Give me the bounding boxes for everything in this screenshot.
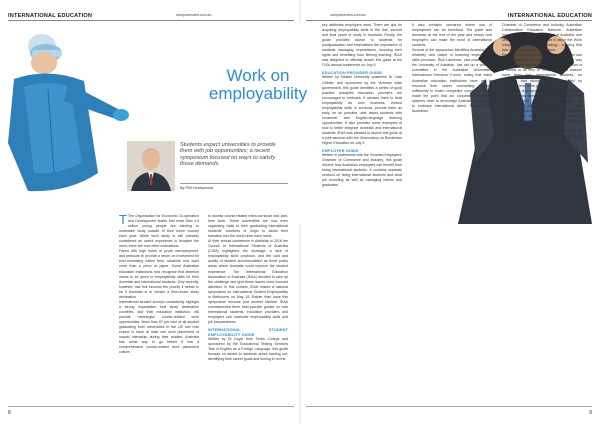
body-paragraph: Several of the symposium identified Australia as a relatively new player in fostering employability skills provision. Rick Lawrence, vice-chancellor of the University of Adelaide, has set up a working committee in the Australian Universities International Directors' Forum, noting that many Australian education institutions have yet to resource their career counselling services sufficiently to match competitor countries. Others made the point that our corporate recruitment systems need to encourage Australian employers to embrace international talent. Recently, the Australian	[412, 48, 492, 113]
page-number-left: 8	[8, 410, 11, 416]
body-paragraph: At their annual conference in Adelaide in 2016 the Council of International Students of Australia (CISA) highlighted the shortage: a lack of employability skills provision, and the cost and quality of student accommodation as three policy areas where Australia could improve the student experience. The International Education Association of Australia (IEAA) decided to take up the challenge and give these issues more focused attention. In this context, IEAA hosted a national symposium on International Student Employability in Melbourne on May 15. Rather than have this symposium become just another talkfest, IEAA commissioned three best-practice guides on how international students, education providers and employers can maximise employability skills and job preparedness.	[208, 239, 288, 324]
body-column-3	[322, 23, 402, 401]
body-paragraph: to access course-related extra-curricular and part-time work. These universities are now even organising visits to their graduating international students' countries of origin to assist their transition into the world once back home.	[208, 214, 288, 239]
headline-line-2: employability	[208, 84, 308, 103]
article-headline	[183, 67, 333, 103]
body-paragraph: Chamber of Commerce and Industry, Australian Collaborative Education Network, Australian Industry Group, Business Council of Australia, and Universities Australia combined to issue the Work Integrated Learning (WIL) strategy - a policy that was applauded at the Symposium.	[502, 23, 582, 53]
body-paragraph	[119, 214, 199, 249]
body-paragraph: key attributes employers want. There are tips for acquiring employability skills in the first, second and final years of study in Australia. Finally, the guide provides advice to students for postgraduation and emphasises the importance of students managing expectations, knowing their rights and benefiting from lifelong learning. IEAA was delighted to officially launch this guide at the CISA annual conference on July 5.	[322, 23, 402, 68]
article-byline: By Phil Honeywood	[180, 186, 213, 190]
body-column-2	[208, 214, 288, 400]
body-column-4	[412, 23, 492, 401]
footer-rule-left	[8, 406, 294, 407]
drop-cap: T	[119, 214, 127, 227]
body-paragraph: Employers and others who want to expand the use of both practice and theory in a sustainable way recognise the fact that collaborating on this front is a means to an end. In many cases the lessons have been lost. International students, an exception that should not be excluded by employers from work placements.	[502, 53, 582, 88]
body-paragraph: Written in partnership with the Victorian Employers' Chamber of Commerce and Industry, this guide informs how Australian employers can benefit from hiring international students. It contains separate sections on hiring international students and what job recruiting as well as managing interns and graduates.	[322, 153, 402, 188]
author-bio: PHIL HONEYWOOD is executive director of the International Education Association of Australia (IEAA).	[502, 128, 582, 144]
header-rule-left	[8, 20, 294, 21]
header-url-left: campusreview.com.au	[176, 13, 212, 17]
byline-rule	[180, 183, 288, 184]
article-standfirst: Students expect universities to provide them with job opportunities; a recent symposium focused on ways to satisfy those demands.	[180, 142, 276, 168]
body-column-1	[119, 214, 199, 400]
subhead-employer: EMPLOYER GUIDE	[322, 148, 359, 154]
body-paragraph: Written by Deakin University academic Dr Cate Gribble, and sponsored by the Victorian state government, this guide identifies a series of good practice principles education providers are encouraged to embrace. It advises them to treat employability as core business, embed employability skills in curricula, provide them as early on as possible, and assist students with consumer and English-language learning opportunities. It also provides some examples of how to better integrate domestic and international students. IEAA was pleased to launch this guide at a joint seminar with the Observatory on Borderless Higher Education on July 9.	[322, 75, 402, 146]
footer-rule-right	[306, 406, 592, 407]
subhead-provider: EDUCATION PROVIDER GUIDE	[322, 70, 383, 76]
author-portrait	[127, 141, 175, 191]
paragraph-text: The Organisation for Economic Co-operation and Development states that more than 4.5 million young people are electing to undertake study outside of their home country each year. While such study is still primarily considered as useful experience to broaden the mind, there are now other motivations.	[119, 214, 199, 249]
section-header-left: INTERNATIONAL EDUCATION	[8, 13, 93, 19]
header-url-right: campusreview.com.au	[330, 13, 366, 17]
headline-line-1: Work on	[226, 66, 290, 85]
author-portrait-illustration	[127, 141, 175, 191]
subhead-symposium: INTERNATIONAL STUDENT EMPLOYABILITY GUIDE	[208, 327, 288, 338]
page-number-right: 9	[589, 410, 592, 416]
body-paragraph: International student surveys consistently highlight a strong expectation that study destination countries, and their education institution, will provide meaningful course-related work opportunities. More than 67 per cent of all student graduating from universities in the US can now expect to have at least one work placement or unpaid internship during their studies. Australia has some way to go before it has a comprehensive course-related work placement culture.	[119, 299, 199, 355]
body-paragraph: Written by Dr Doyle from Trinity College and sponsored by the Educational Testing Services Test of English as a Foreign Language, this guide focuses on advice to students about starting out, identifying their career goals and honing in on the	[208, 337, 288, 362]
section-header-right: INTERNATIONAL EDUCATION	[507, 13, 592, 19]
body-paragraph: It also contains scenarios where use of employment can be beneficial. The guide was launched at the end of the year and shows how employers can make the most of international students.	[412, 23, 492, 48]
body-column-5	[502, 23, 582, 401]
body-paragraph: Faced with high levels of youth unemployment, and pressure to provide a return on investment for ever-increasing tuition fees, students now want more than a piece of paper. Some Australian education institutions now recognise that attention needs to be given to employability skills for their domestic and international students. Only recently, however, has this become the priority it needs to be if Australia is to remain a first-choice study destination.	[119, 249, 199, 299]
body-paragraph: The danger of complacency taking hold in this key student service delivery area is still ever-present. Australia would do well to remember the employability policies and outcomes that competitor countries are now embracing. IEAA will report on the outcome of its work with the Australian Universities International Directors' Forum and the Australian Government.	[502, 88, 582, 128]
header-rule-right	[306, 20, 592, 21]
